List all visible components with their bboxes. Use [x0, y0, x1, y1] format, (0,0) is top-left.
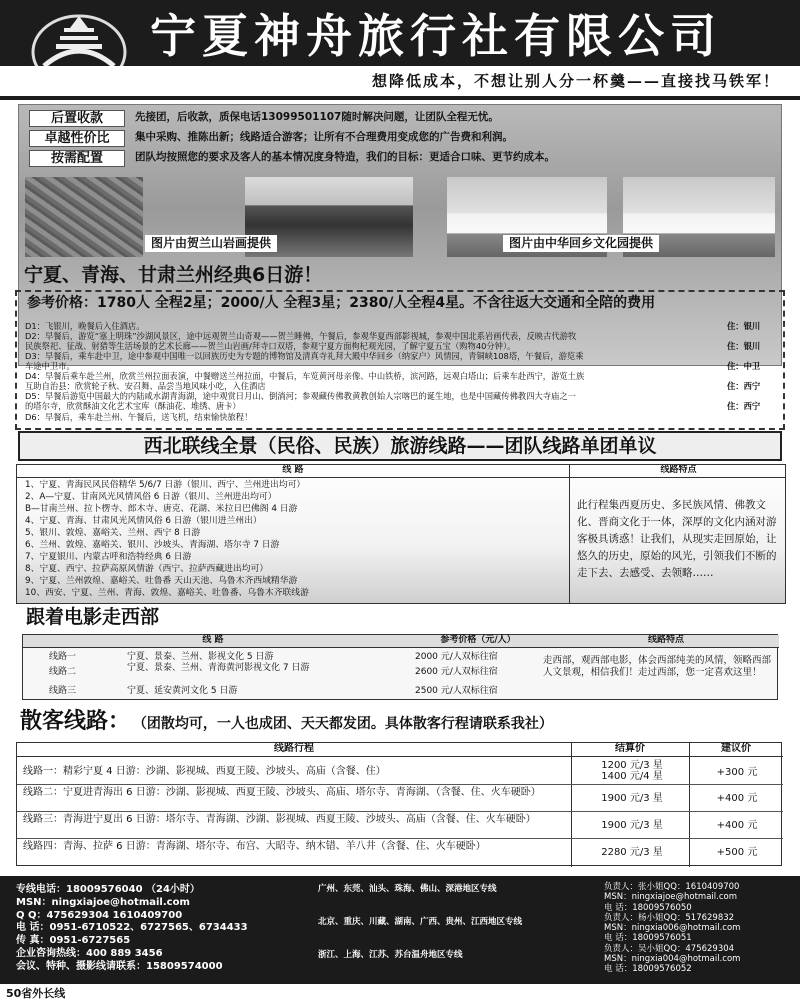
- agent-line: 电 话：18009576050: [604, 902, 692, 913]
- agent-line: MSN：ningxia004@hotmail.com: [604, 954, 741, 965]
- route-item: 9、宁夏、兰州敦煌、嘉峪关、吐鲁番 天山天池、乌鲁木齐西域精华游: [25, 576, 298, 586]
- day-line: D1：飞银川，晚餐后入住酒店。: [25, 321, 145, 331]
- film-price: 2600 元/人双标往宿: [415, 667, 498, 677]
- classic-route-title: 宁夏、青海、甘肃兰州经典6日游！: [24, 264, 323, 286]
- table-row: [17, 785, 783, 812]
- divider: [569, 465, 570, 604]
- column-header: 线路特点: [570, 465, 786, 478]
- contact-line: MSN：ningxiajoe@hotmail.com: [16, 896, 190, 908]
- agent-line: 电 话：18009576052: [604, 964, 692, 975]
- film-route: 宁夏、景泰、兰州、影视文化 5 日游: [127, 652, 274, 662]
- day-line: 互助自治县：欣赏轮子秋、安召舞、品尝当地风味小吃，入住酒店: [25, 381, 266, 391]
- scatter-subtitle: （团散均可，一人也成团、天天都发团。具体散客行程请联系我社）: [132, 716, 553, 732]
- scatter-suggest-price: +400 元: [716, 793, 758, 804]
- intro-row: [29, 109, 499, 127]
- intro-tag: 按需配置: [29, 150, 125, 167]
- price-line: 参考价格：1780人 全程2星；2000/人 全程3星；2380/人全程4星。不含往返大交通和全陪的费用: [27, 295, 656, 311]
- route-item: 10、西安、宁夏、兰州、青海、敦煌、嘉峪关、吐鲁番、乌鲁木齐联线游: [25, 588, 309, 598]
- day-line: D5：早餐后游览中国最大的内陆咸水湖青海湖，途中观赏日月山、倒淌河；参观藏传佛教黄教创始人宗喀巴的诞生地，也是中国藏传佛教四大寺庙之一: [25, 391, 576, 401]
- rock-carving-photo: [25, 177, 143, 257]
- table-row: [17, 812, 783, 839]
- intro-text: 团队均按照您的要求及客人的基本情况度身特造，我们的目标：更适合口味、更节约成本。: [135, 151, 555, 164]
- scatter-route: 线路二：宁夏进青海出 6 日游：沙湖、影视城、西夏王陵、沙坡头、高庙、塔尔寺、青海湖、（含餐、住、火车硬卧）: [23, 787, 541, 798]
- route-item: 8、宁夏、西宁、拉萨高原风情游（西宁、拉萨西藏进出均可）: [25, 564, 269, 574]
- route-item: B—甘南兰州、拉卜楞寺、郎木寺、唐克、花湖、米拉日巴佛阁 4 日游: [25, 504, 298, 514]
- table-row: [17, 758, 783, 785]
- stay-label: 住：西宁: [727, 381, 761, 391]
- column-header: 线路特点: [553, 635, 779, 648]
- scatter-price: 1200 元/3 星 1400 元/4 星: [601, 760, 663, 782]
- route-feature-text: 此行程集西夏历史、多民族风情、佛教文化、晋商文化于一体，深厚的文化内涵对游客极具诱惑！让我们，从现实走回原始，让悠久的历史，原始的风光，引领我们不断的走下去、去感受、去领略……: [577, 499, 777, 579]
- agent-contacts: [604, 882, 740, 975]
- scatter-price: 2280 元/3 星: [601, 847, 663, 858]
- scatter-route: 线路三：青海进宁夏出 6 日游：塔尔寺、青海湖、沙湖、影视城、西夏王陵、沙坡头、高庙（含餐、住、火车硬卧）: [23, 814, 536, 825]
- intro-text: 集中采购、推陈出新；线路适合游客；让所有不合理费用变成您的广告费和利润。: [135, 131, 513, 144]
- scatter-suggest-price: +400 元: [716, 820, 758, 831]
- scatter-suggest-price: +500 元: [716, 847, 758, 858]
- intro-tag: 后置收款: [29, 110, 125, 127]
- film-route-name: 线路二: [49, 667, 77, 677]
- contact-line: 专线电话：18009576040 （24小时）: [16, 884, 200, 895]
- column-header: 线 路: [23, 635, 403, 648]
- film-routes-table: [22, 634, 778, 700]
- agent-line: 负责人：张小姐QQ：1610409700: [604, 882, 740, 892]
- contact-line: 会议、特种、摄影线请联系：15809574000: [16, 960, 223, 972]
- route-item: 2、A—宁夏、甘南风光风情风俗 6 日游（银川、兰州进出均可）: [25, 492, 277, 502]
- column-header: 线 路: [17, 465, 569, 478]
- contact-footer: [0, 876, 800, 984]
- intro-row: [29, 129, 513, 147]
- film-section-title: 跟着电影走西部: [26, 606, 160, 628]
- film-route-name: 线路一: [49, 652, 77, 662]
- intro-row: [29, 149, 555, 167]
- day-line: D3：早餐后，乘车赴中卫，途中参观中国唯一以回族历史为专题的博物馆及清真寺礼拜大殿中华回乡（纳家户）风情园，青铜峡108塔，午餐后，游览乘: [25, 351, 584, 361]
- column-header: 建议价: [689, 743, 783, 757]
- column-header: 结算价: [571, 743, 689, 757]
- scatter-routes-table: [16, 742, 782, 866]
- film-route: 宁夏、延安黄河文化 5 日游: [127, 686, 238, 696]
- agent-line: MSN：ningxiajoe@hotmail.com: [604, 892, 737, 903]
- agent-line: 负责人：吴小姐QQ：475629304: [604, 943, 735, 954]
- day-line: D6：早餐后，乘车赴兰州、午餐后，送飞机，结束愉快旅程！: [25, 412, 253, 422]
- photo-caption: 图片由中华回乡文化园提供: [503, 235, 659, 252]
- page-note: 50省外长线: [6, 987, 66, 1000]
- scatter-section-title: [20, 708, 553, 736]
- film-feature-text: 走西部，观西部电影，体会西部纯美的风情，领略西部人文景观，相信我们！走过西部，您一定喜欢这里！: [543, 655, 772, 678]
- contact-line: 电 话：0951-6710522、6727565、6734433: [16, 922, 248, 934]
- agent-line: 负责人：杨小姐QQ：517629832: [604, 912, 735, 923]
- intro-tag: 卓越性价比: [29, 130, 125, 147]
- route-item: 7、宁夏银川、内蒙古呼和浩特经典 6 日游: [25, 552, 192, 562]
- route-item: 1、宁夏、青海民风民俗精华 5/6/7 日游（银川、西宁、兰州进出均可）: [25, 480, 306, 490]
- scatter-title: 散客线路：: [20, 709, 131, 734]
- column-header: 参考价格（元/人）: [403, 635, 553, 648]
- agent-line: MSN：ningxia006@hotmail.com: [604, 923, 741, 934]
- scatter-route: 线路一：精彩宁夏 4 日游：沙湖、影视城、西夏王陵、沙坡头、高庙（含餐、住）: [23, 766, 386, 777]
- table-row: [17, 839, 783, 866]
- intro-text: 先接团，后收款，质保电话13099501107随时解决问题，让团队全程无忧。: [135, 111, 499, 124]
- column-header: 线路行程: [17, 743, 571, 757]
- region-line: 广州、东莞、汕头、珠海、佛山、深港地区专线: [318, 884, 497, 894]
- route-item: 5、银川、敦煌、嘉峪关、兰州、西宁 8 日游: [25, 528, 201, 538]
- contact-line: 企业咨询热线：400 889 3456: [16, 947, 163, 959]
- film-route: 宁夏、景泰、兰州、青海黄河影视文化 7 日游: [127, 663, 310, 673]
- northwest-banner: 西北联线全景（民俗、民族）旅游线路——团队线路单团单议: [18, 431, 782, 461]
- scatter-route: 线路四：青海、拉萨 6 日游：青海湖、塔尔寺、布宫、大昭寺、纳木错、羊八井（含餐、住、火车硬卧）: [23, 841, 486, 852]
- day-line: D4：早餐后乘车赴兰州，欣赏兰州拉面表演，中餐赠送兰州拉面，中餐后，车览黄河母亲像、中山铁桥，滨河路，远观白塔山；后乘车赴西宁，游览土族: [25, 371, 585, 381]
- agent-line: 电 话：18009576051: [604, 933, 692, 944]
- stay-label: 住：银川: [727, 341, 761, 351]
- classic-price-box: [15, 290, 785, 430]
- company-title: 宁夏神舟旅行社有限公司: [150, 9, 722, 63]
- contact-line: Q Q：475629304 1610409700: [16, 909, 183, 921]
- region-line: 浙江、上海、江苏、苏台温舟地区专线: [318, 950, 463, 960]
- route-item: 6、兰州、敦煌、嘉峪关、银川、沙坡头、青海湖、塔尔寺 7 日游: [25, 540, 280, 550]
- northwest-routes-box: [16, 464, 786, 604]
- slogan: 想降低成本，不想让别人分一杯羹——直接找马铁军！: [0, 66, 800, 96]
- film-price: 2500 元/人双标往宿: [415, 686, 498, 696]
- day-line: 的塔尔寺，欣赏酥油文化艺术宝库（酥油花、堆绣、唐卡）: [25, 401, 241, 411]
- day-line: D2：早餐后，游览“塞上明珠”沙湖风景区，途中远观贺兰山奇观——贺兰睡佛，午餐后，参观华夏西部影视城，参观中国北系岩画代表，反映古代游牧: [25, 331, 577, 341]
- stay-label: 住：银川: [727, 321, 761, 331]
- scatter-suggest-price: +300 元: [716, 767, 758, 778]
- contact-list: [16, 884, 248, 974]
- stay-label: 住：中卫: [727, 361, 761, 371]
- film-price: 2000 元/人双标往宿: [415, 652, 498, 662]
- contact-line: 传 真：0951-6727565: [16, 935, 131, 947]
- scatter-price: 1900 元/3 星: [601, 793, 663, 804]
- day-line: 车途中卫市。: [25, 361, 75, 371]
- route-item: 4、宁夏、青海、甘肃风光风情风俗 6 日游（银川进兰州出）: [25, 516, 262, 526]
- region-line: 北京、重庆、川藏、湖南、广西、贵州、江西地区专线: [318, 917, 523, 927]
- day-line: 民族祭祀、征战、射猎等生活场景的艺术长廊——贺兰山岩画/拜寺口双塔，参观宁夏方面枸杞观光园，了解宁夏五宝（购物40分钟）。: [25, 341, 516, 351]
- header: [0, 0, 800, 100]
- scatter-price: 1900 元/3 星: [601, 820, 663, 831]
- stay-label: 住：西宁: [727, 401, 761, 411]
- photo-caption: 图片由贺兰山岩画提供: [145, 235, 277, 252]
- film-route-name: 线路三: [49, 686, 77, 696]
